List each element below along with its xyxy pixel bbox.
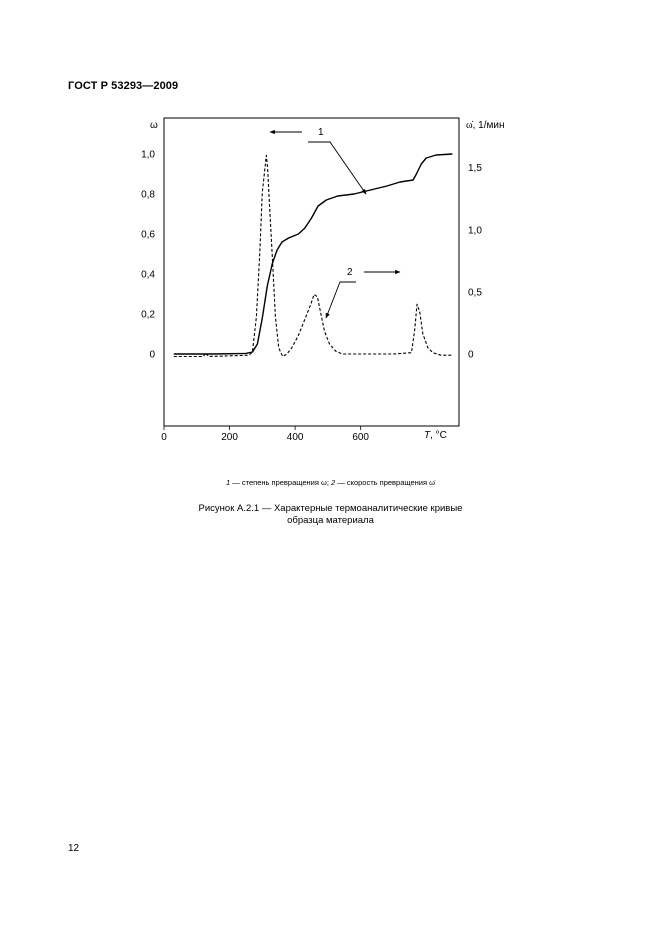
document-header: ГОСТ Р 53293—2009 [68, 80, 179, 92]
y-left-tick-label: 1,0 [141, 149, 155, 161]
plot-frame [164, 118, 459, 426]
x-tick-label: 0 [161, 432, 167, 443]
y-left-tick-label: 0,8 [141, 189, 155, 201]
annotation-pointer-2 [326, 282, 356, 318]
x-axis-label [424, 430, 447, 441]
y-left-tick-label: 0,4 [141, 269, 155, 281]
y-right-axis-symbol: ω̇ [466, 120, 473, 131]
annotation-label-1: 1 [318, 127, 324, 138]
y-left-tick-label: 0,6 [141, 229, 155, 241]
legend-number-1: 1 [226, 478, 231, 487]
x-axis-label-unit: , °С [430, 430, 447, 441]
legend-symbol: ω̇ [429, 478, 435, 487]
series-2-line [174, 155, 453, 356]
y-right-tick-label: 0 [468, 349, 474, 361]
caption-line-1: Рисунок А.2.1 — Характерные термоаналитические кривые [198, 503, 463, 514]
annotation-pointer-1 [308, 142, 366, 194]
y-right-tick-label: 1,5 [468, 163, 482, 175]
x-tick-label: 400 [286, 432, 304, 443]
legend-text-1: — степень превращения ω; [230, 478, 331, 487]
caption-line-2: образца материала [287, 515, 374, 526]
legend-text-2: — скорость превращения [335, 478, 430, 487]
annotation-label-2: 2 [347, 267, 353, 278]
x-axis-label-symbol: T [424, 430, 431, 441]
y-right-tick-label: 0,5 [468, 287, 482, 299]
x-tick-label: 600 [352, 432, 370, 443]
y-right-tick-label: 1,0 [468, 225, 482, 237]
y-right-axis-unit: , 1/мин [472, 120, 505, 131]
y-right-axis-label [466, 120, 504, 131]
y-left-tick-label: 0 [149, 349, 155, 361]
y-left-axis-label: ω [150, 120, 158, 131]
legend-number-2: 2 [331, 478, 336, 487]
x-tick-label: 200 [221, 432, 238, 443]
page-number: 12 [68, 843, 80, 854]
figure-caption [0, 503, 661, 527]
series-1-line [174, 154, 453, 354]
y-left-tick-label: 0,2 [141, 309, 155, 321]
chart-legend [0, 478, 661, 487]
